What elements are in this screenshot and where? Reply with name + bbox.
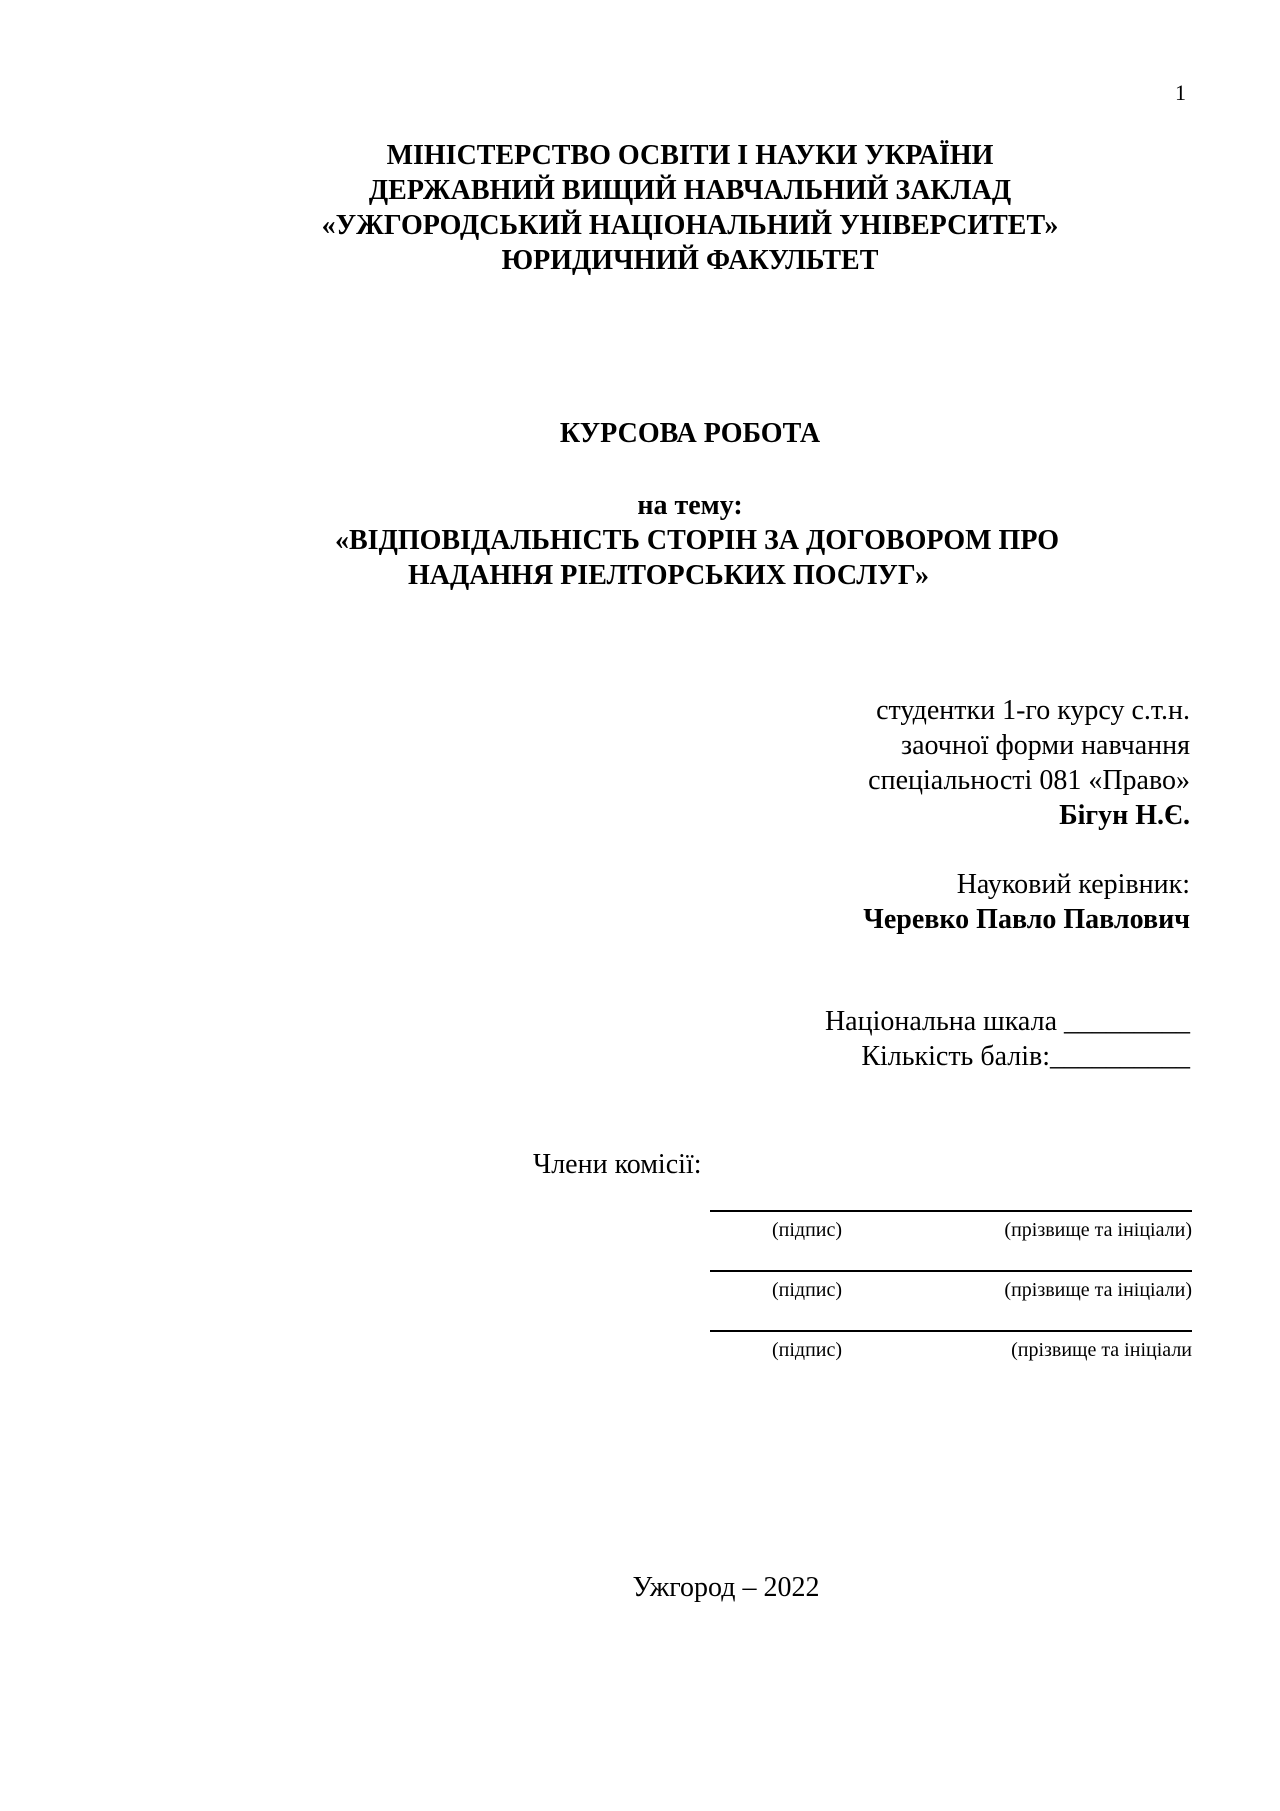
points-field: Кількість балів:__________ [861, 1041, 1190, 1072]
student-course: студентки 1-го курсу с.т.н. [876, 695, 1190, 726]
signature-line [710, 1244, 1192, 1272]
student-name: Бігун Н.Є. [1059, 800, 1190, 831]
topic-title-line-1: «ВІДПОВІДАЛЬНІСТЬ СТОРІН ЗА ДОГОВОРОМ ПРО [335, 525, 1060, 556]
supervisor-label: Науковий керівник: [956, 869, 1190, 900]
national-scale-field: Національна шкала _________ [824, 1006, 1190, 1037]
page-number: 1 [1175, 80, 1186, 105]
committee-signature-row [710, 1304, 1192, 1362]
institution-type-line: ДЕРЖАВНИЙ ВИЩИЙ НАВЧАЛЬНИЙ ЗАКЛАД [368, 175, 1012, 206]
name-caption: (прізвище та ініціали) [1004, 1279, 1192, 1301]
topic-title-line-2: НАДАННЯ РІЕЛТОРСЬКИХ ПОСЛУГ» [408, 560, 929, 591]
supervisor-name: Черевко Павло Павлович [863, 904, 1190, 935]
signature-line [710, 1304, 1192, 1332]
city-year: Ужгород – 2022 [632, 1572, 820, 1603]
name-caption: (прізвище та ініціали [1011, 1339, 1192, 1361]
grading-block [825, 1004, 1190, 1074]
institution-header [0, 138, 1280, 278]
committee-label: Члени комісії: [533, 1149, 702, 1180]
committee-signature-row [710, 1184, 1192, 1242]
ministry-line: МІНІСТЕРСТВО ОСВІТИ І НАУКИ УКРАЇНИ [386, 140, 994, 171]
topic-intro: на тему: [637, 490, 743, 521]
signature-caption: (підпис) [772, 1279, 843, 1301]
supervisor-info [863, 867, 1190, 937]
university-line: «УЖГОРОДСЬКИЙ НАЦІОНАЛЬНИЙ УНІВЕРСИТЕТ» [321, 210, 1059, 241]
faculty-line: ЮРИДИЧНИЙ ФАКУЛЬТЕТ [501, 245, 879, 276]
signature-caption: (підпис) [772, 1339, 843, 1361]
committee-signature-row [710, 1244, 1192, 1302]
student-specialty: спеціальності 081 «Право» [868, 765, 1190, 796]
document-type: КУРСОВА РОБОТА [559, 418, 821, 449]
signature-line [710, 1184, 1192, 1212]
signature-caption: (підпис) [772, 1219, 843, 1241]
student-info [868, 693, 1190, 833]
student-study-form: заочної форми навчання [901, 730, 1190, 761]
name-caption: (прізвище та ініціали) [1004, 1219, 1192, 1241]
